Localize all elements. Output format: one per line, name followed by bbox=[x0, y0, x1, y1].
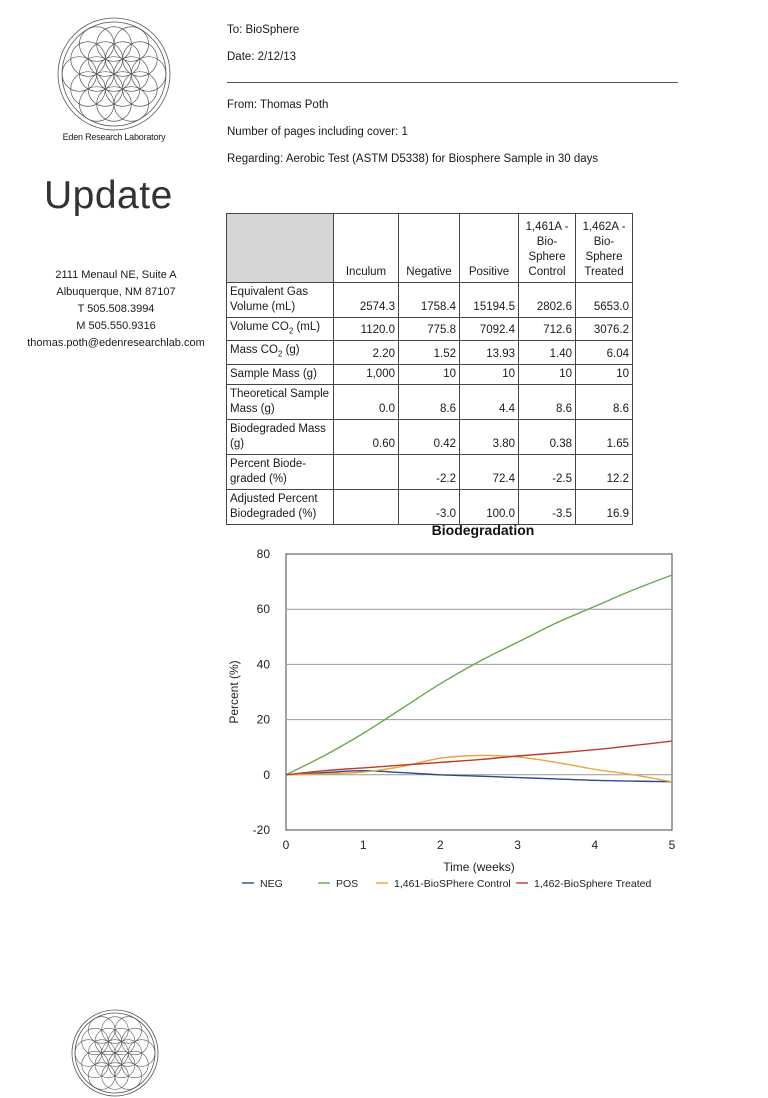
table-cell: 3076.2 bbox=[576, 318, 633, 341]
table-cell: 8.6 bbox=[399, 384, 460, 419]
table-cell: 1758.4 bbox=[399, 283, 460, 318]
to-line: To: BioSphere bbox=[227, 24, 300, 36]
table-cell: 15194.5 bbox=[460, 283, 519, 318]
table-cell: 8.6 bbox=[576, 384, 633, 419]
table-cell: 2802.6 bbox=[519, 283, 576, 318]
x-tick-label: 1 bbox=[359, 838, 367, 852]
table-header-cell: 1,461A - Bio-Sphere Control bbox=[519, 214, 576, 283]
table-cell: 1,000 bbox=[334, 364, 399, 384]
table-header-cell: 1,462A - Bio-Sphere Treated bbox=[576, 214, 633, 283]
x-tick-label: 3 bbox=[514, 838, 521, 852]
results-table bbox=[226, 213, 633, 525]
row-label: Mass $CO_2$ (g) bbox=[227, 341, 334, 364]
legend-entry: 1,461-BioSPhere Control bbox=[394, 878, 511, 890]
table-row bbox=[227, 318, 633, 341]
table-cell: 10 bbox=[399, 364, 460, 384]
table-cell: 10 bbox=[519, 364, 576, 384]
table-row bbox=[227, 364, 633, 384]
table-cell: 1.52 bbox=[399, 341, 460, 364]
table-cell: 2.20 bbox=[334, 341, 399, 364]
table-cell: 6.04 bbox=[576, 341, 633, 364]
table-header-cell bbox=[227, 214, 334, 283]
table-row bbox=[227, 341, 633, 364]
table-header-cell: Positive bbox=[460, 214, 519, 283]
table-cell: 7092.4 bbox=[460, 318, 519, 341]
x-tick-label: 0 bbox=[282, 838, 290, 852]
regarding-line: Regarding: Aerobic Test (ASTM D5338) for Biosphere Sample in 30 days bbox=[227, 153, 599, 165]
table-cell: 10 bbox=[576, 364, 633, 384]
y-tick-label: 80 bbox=[256, 547, 270, 561]
table-cell: 13.93 bbox=[460, 341, 519, 364]
table-cell: 0.60 bbox=[334, 419, 399, 454]
legend-entry: NEG bbox=[260, 878, 283, 890]
x-axis-label: Time (weeks) bbox=[443, 860, 515, 874]
table-cell: 16.9 bbox=[576, 489, 633, 524]
x-tick-label: 4 bbox=[591, 838, 599, 852]
y-tick-label: 20 bbox=[256, 712, 270, 727]
table-cell bbox=[334, 454, 399, 489]
legend-entry: POS bbox=[336, 878, 359, 890]
x-tick-label: 2 bbox=[437, 838, 444, 852]
table-cell: 8.6 bbox=[519, 384, 576, 419]
flower-of-life-icon bbox=[56, 16, 172, 132]
table-header-cell: Negative bbox=[399, 214, 460, 283]
x-tick-label: 5 bbox=[668, 838, 676, 852]
mobile-line: M 505.550.9316 bbox=[76, 320, 156, 332]
from-line: From: Thomas Poth bbox=[227, 99, 329, 111]
table-cell: 1.40 bbox=[519, 341, 576, 364]
table-cell: -3.0 bbox=[399, 489, 460, 524]
lab-name: Eden Research Laboratory bbox=[62, 132, 166, 142]
y-tick-label: -20 bbox=[252, 823, 270, 837]
y-tick-label: 60 bbox=[256, 602, 270, 617]
date-line: Date: 2/12/13 bbox=[227, 51, 297, 63]
row-label: Sample Mass (g) bbox=[227, 364, 334, 384]
table-cell: 0.0 bbox=[334, 384, 399, 419]
table-cell: 0.38 bbox=[519, 419, 576, 454]
address-block bbox=[6, 267, 226, 352]
table-cell: -2.5 bbox=[519, 454, 576, 489]
table-cell: 775.8 bbox=[399, 318, 460, 341]
table-row bbox=[227, 454, 633, 489]
row-label: Biodegraded Mass (g) bbox=[227, 419, 334, 454]
table-cell: 0.42 bbox=[399, 419, 460, 454]
table-cell: 72.4 bbox=[460, 454, 519, 489]
row-label: Equivalent Gas Volume (mL) bbox=[227, 283, 334, 318]
row-label: Adjusted Percent Biodegraded (%) bbox=[227, 489, 334, 524]
y-axis-label: Percent (%) bbox=[227, 660, 241, 724]
legend-entry: 1,462-BioSphere Treated bbox=[534, 878, 652, 890]
table-cell: 100.0 bbox=[460, 489, 519, 524]
table-cell: 3.80 bbox=[460, 419, 519, 454]
biodegradation-chart bbox=[218, 514, 688, 894]
header-divider bbox=[227, 82, 678, 83]
address-line: 2111 Menaul NE, Suite A bbox=[55, 269, 177, 281]
table-row bbox=[227, 384, 633, 419]
row-label: Percent Biode-graded (%) bbox=[227, 454, 334, 489]
table-cell: -2.2 bbox=[399, 454, 460, 489]
table-header-row bbox=[227, 214, 633, 283]
table-cell: 5653.0 bbox=[576, 283, 633, 318]
y-tick-label: 0 bbox=[263, 767, 270, 782]
table-header-cell: Inculum bbox=[334, 214, 399, 283]
phone-line: T 505.508.3994 bbox=[77, 303, 155, 315]
email-line: thomas.poth@edenresearchlab.com bbox=[27, 337, 205, 349]
row-label: Theoretical Sample Mass (g) bbox=[227, 384, 334, 419]
table-cell: 2574.3 bbox=[334, 283, 399, 318]
table-cell: 4.4 bbox=[460, 384, 519, 419]
table-row bbox=[227, 419, 633, 454]
table-cell: -3.5 bbox=[519, 489, 576, 524]
table-cell: 1120.0 bbox=[334, 318, 399, 341]
y-tick-label: 40 bbox=[256, 657, 270, 672]
page-title: Update bbox=[44, 174, 173, 217]
pages-line: Number of pages including cover: 1 bbox=[227, 126, 408, 138]
address-line: Albuquerque, NM 87107 bbox=[56, 286, 176, 298]
plot-area bbox=[286, 554, 672, 830]
table-cell: 10 bbox=[460, 364, 519, 384]
table-cell: 1.65 bbox=[576, 419, 633, 454]
table-row bbox=[227, 283, 633, 318]
table-cell: 12.2 bbox=[576, 454, 633, 489]
footer-flower-of-life-icon bbox=[70, 1008, 160, 1098]
table-cell: 712.6 bbox=[519, 318, 576, 341]
row-label: Volume $CO_2$ (mL) bbox=[227, 318, 334, 341]
chart-title: Biodegradation bbox=[431, 522, 535, 538]
